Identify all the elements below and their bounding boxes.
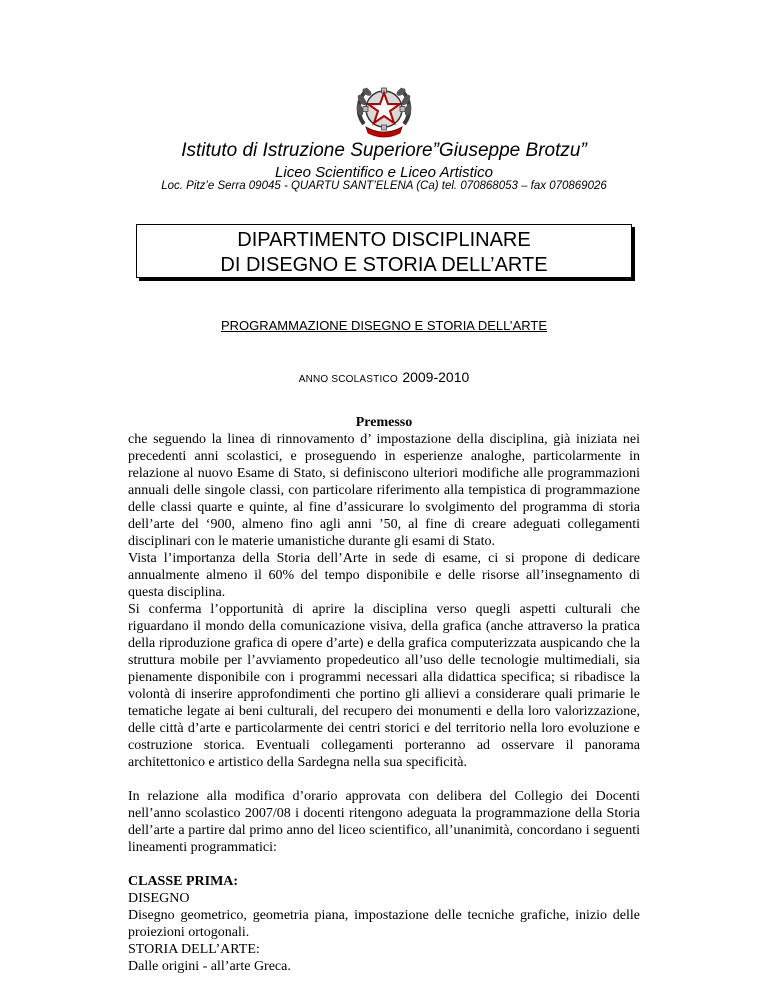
institute-name: Istituto di Istruzione Superiore”Giuseppe Brotzu”: [181, 140, 587, 161]
institute-subtitle: Liceo Scientifico e Liceo Artistico: [275, 164, 493, 181]
disegno-label: DISEGNO: [128, 891, 190, 906]
department-title-line2: DI DISEGNO E STORIA DELL’ARTE: [220, 254, 548, 276]
school-year: [0, 369, 768, 387]
class-heading: CLASSE PRIMA:: [128, 874, 239, 889]
paragraph-4: In relazione alla modifica d’orario approvata con delibera del Collegio dei Docenti nell’anno scolastico 2007/08 i docenti ritengono adeguata la programmazione della Storia dell’arte a partire dal primo anno del liceo scientifico, all’unanimità, concordano i seguenti lineamenti programmatici:: [128, 789, 640, 855]
spacer: [128, 771, 640, 788]
document-body: [128, 414, 640, 975]
storia-label: STORIA DELL’ARTE:: [128, 942, 260, 957]
disegno-text: Disegno geometrico, geometria piana, impostazione delle tecniche grafiche, inizio delle proiezioni ortogonali.: [128, 908, 640, 940]
program-title: PROGRAMMAZIONE DISEGNO E STORIA DELL’ARTE: [220, 318, 548, 333]
department-title-box: [136, 224, 632, 278]
storia-text: Dalle origini - all’arte Greca.: [128, 959, 291, 974]
school-year-value: 2009-2010: [402, 369, 470, 385]
school-year-label: ANNO SCOLASTICO: [298, 374, 398, 385]
paragraph-2: Vista l’importanza della Storia dell’Arte in sede di esame, ci si propone di dedicare annualmente almeno il 60% del tempo disponibile e delle risorse all’insegnamento di questa disciplina.: [128, 551, 640, 600]
italian-republic-emblem-icon: [354, 80, 414, 140]
premesso-heading: Premesso: [355, 415, 413, 430]
department-title-line1: DIPARTIMENTO DISCIPLINARE: [237, 229, 531, 251]
spacer: [128, 856, 640, 873]
paragraph-3: Si conferma l’opportunità di aprire la disciplina verso quegli aspetti culturali che riguardano il mondo della comunicazione visiva, della grafica (anche attraverso la pratica della riproduzione grafica di opere d’arte) e della grafica computerizzata auspicando che la struttura mobile per l’avviamento propedeutico all’uso delle tecnologie multimediali, sia pienamente disponibile con i programmi necessari alla didattica specifica; si ribadisce la volontà di inserire approfondimenti che portino gli allievi a considerare quali primarie le tematiche legate ai beni culturali, del recupero dei monumenti e della loro valorizzazione, delle città d’arte e particolarmente dei centri storici e del territorio nella loro evoluzione e costruzione storica. Eventuali collegamenti porteranno ad osservare il panorama architettonico e artistico della Sardegna nella sua specificità.: [128, 602, 640, 770]
institute-address: Loc. Pitz’e Serra 09045 - QUARTU SANT’ELENA (Ca) tel. 070868053 – fax 070869026: [161, 180, 607, 192]
paragraph-1: che seguendo la linea di rinnovamento d’ impostazione della disciplina, già iniziata nei precedenti anni scolastici, e proseguendo in esperienze analoghe, particolarmente in relazione al nuovo Esame di Stato, si definiscono ulteriori modifiche alle programmazioni annuali delle singole classi, con particolare riferimento alla tempistica di programmazione delle classi quarte e quinte, al fine d’assicurare lo svolgimento del programma di storia dell’arte del ‘900, almeno fino agli anni ’50, al fine di creare adeguati collegamenti disciplinari con le materie umanistiche durante gli esami di Stato.: [128, 432, 640, 549]
